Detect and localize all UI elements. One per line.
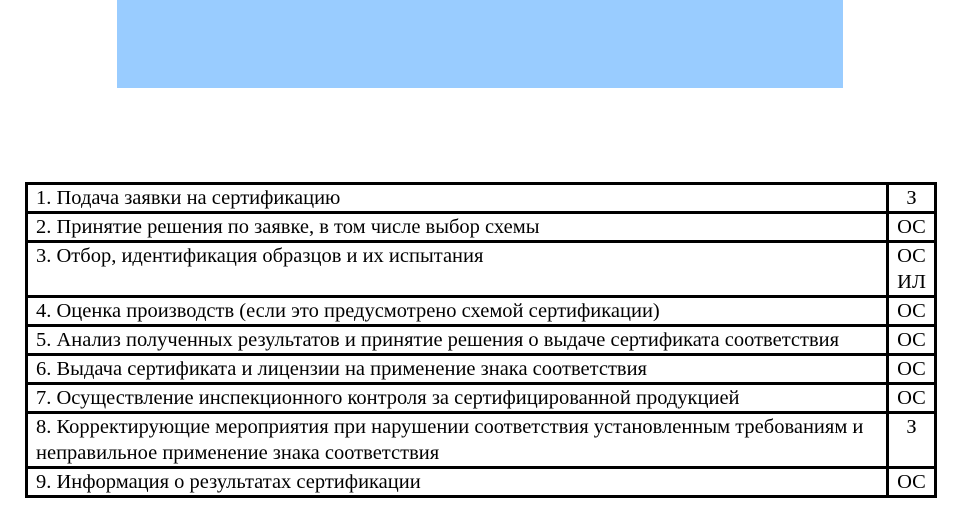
responsible-party-cell [888,184,936,213]
responsible-party-code: ОС [897,329,926,351]
step-description: 4. Оценка производств (если это предусмотрено схемой сертификации) [27,297,888,326]
table-row [27,242,936,297]
responsible-party-code: З [906,416,917,438]
responsible-party-code: ОС [897,358,926,380]
table-row [27,468,936,497]
step-description: 5. Анализ полученных результатов и принятие решения о выдаче сертификата соответствия [27,326,888,355]
responsible-party-code: ОС [897,300,926,322]
step-description: 3. Отбор, идентификация образцов и их испытания [27,242,888,297]
responsible-party-code: ИЛ [897,271,926,293]
responsible-party-cell [888,355,936,384]
table-row [27,326,936,355]
certification-steps-table [25,182,937,498]
table-row [27,184,936,213]
responsible-party-code: ОС [897,245,926,267]
step-description: 9. Информация о результатах сертификации [27,468,888,497]
table-row [27,384,936,413]
step-description: 2. Принятие решения по заявке, в том числе выбор схемы [27,213,888,242]
responsible-party-cell [888,213,936,242]
responsible-party-cell [888,468,936,497]
responsible-party-code: ОС [897,387,926,409]
table-row [27,413,936,468]
responsible-party-cell [888,297,936,326]
responsible-party-cell [888,413,936,468]
step-description: 8. Корректирующие мероприятия при нарушении соответствия установленным требованиям и неправильное применение знака соответствия [27,413,888,468]
step-description: 6. Выдача сертификата и лицензии на применение знака соответствия [27,355,888,384]
responsible-party-cell [888,384,936,413]
table-row [27,297,936,326]
step-description: 7. Осуществление инспекционного контроля за сертифицированной продукцией [27,384,888,413]
step-description: 1. Подача заявки на сертификацию [27,184,888,213]
responsible-party-code: З [906,187,917,209]
responsible-party-cell [888,326,936,355]
table-row [27,213,936,242]
responsible-party-code: ОС [897,216,926,238]
title-banner [117,0,843,88]
responsible-party-cell [888,242,936,297]
table-row [27,355,936,384]
responsible-party-code: ОС [897,471,926,493]
